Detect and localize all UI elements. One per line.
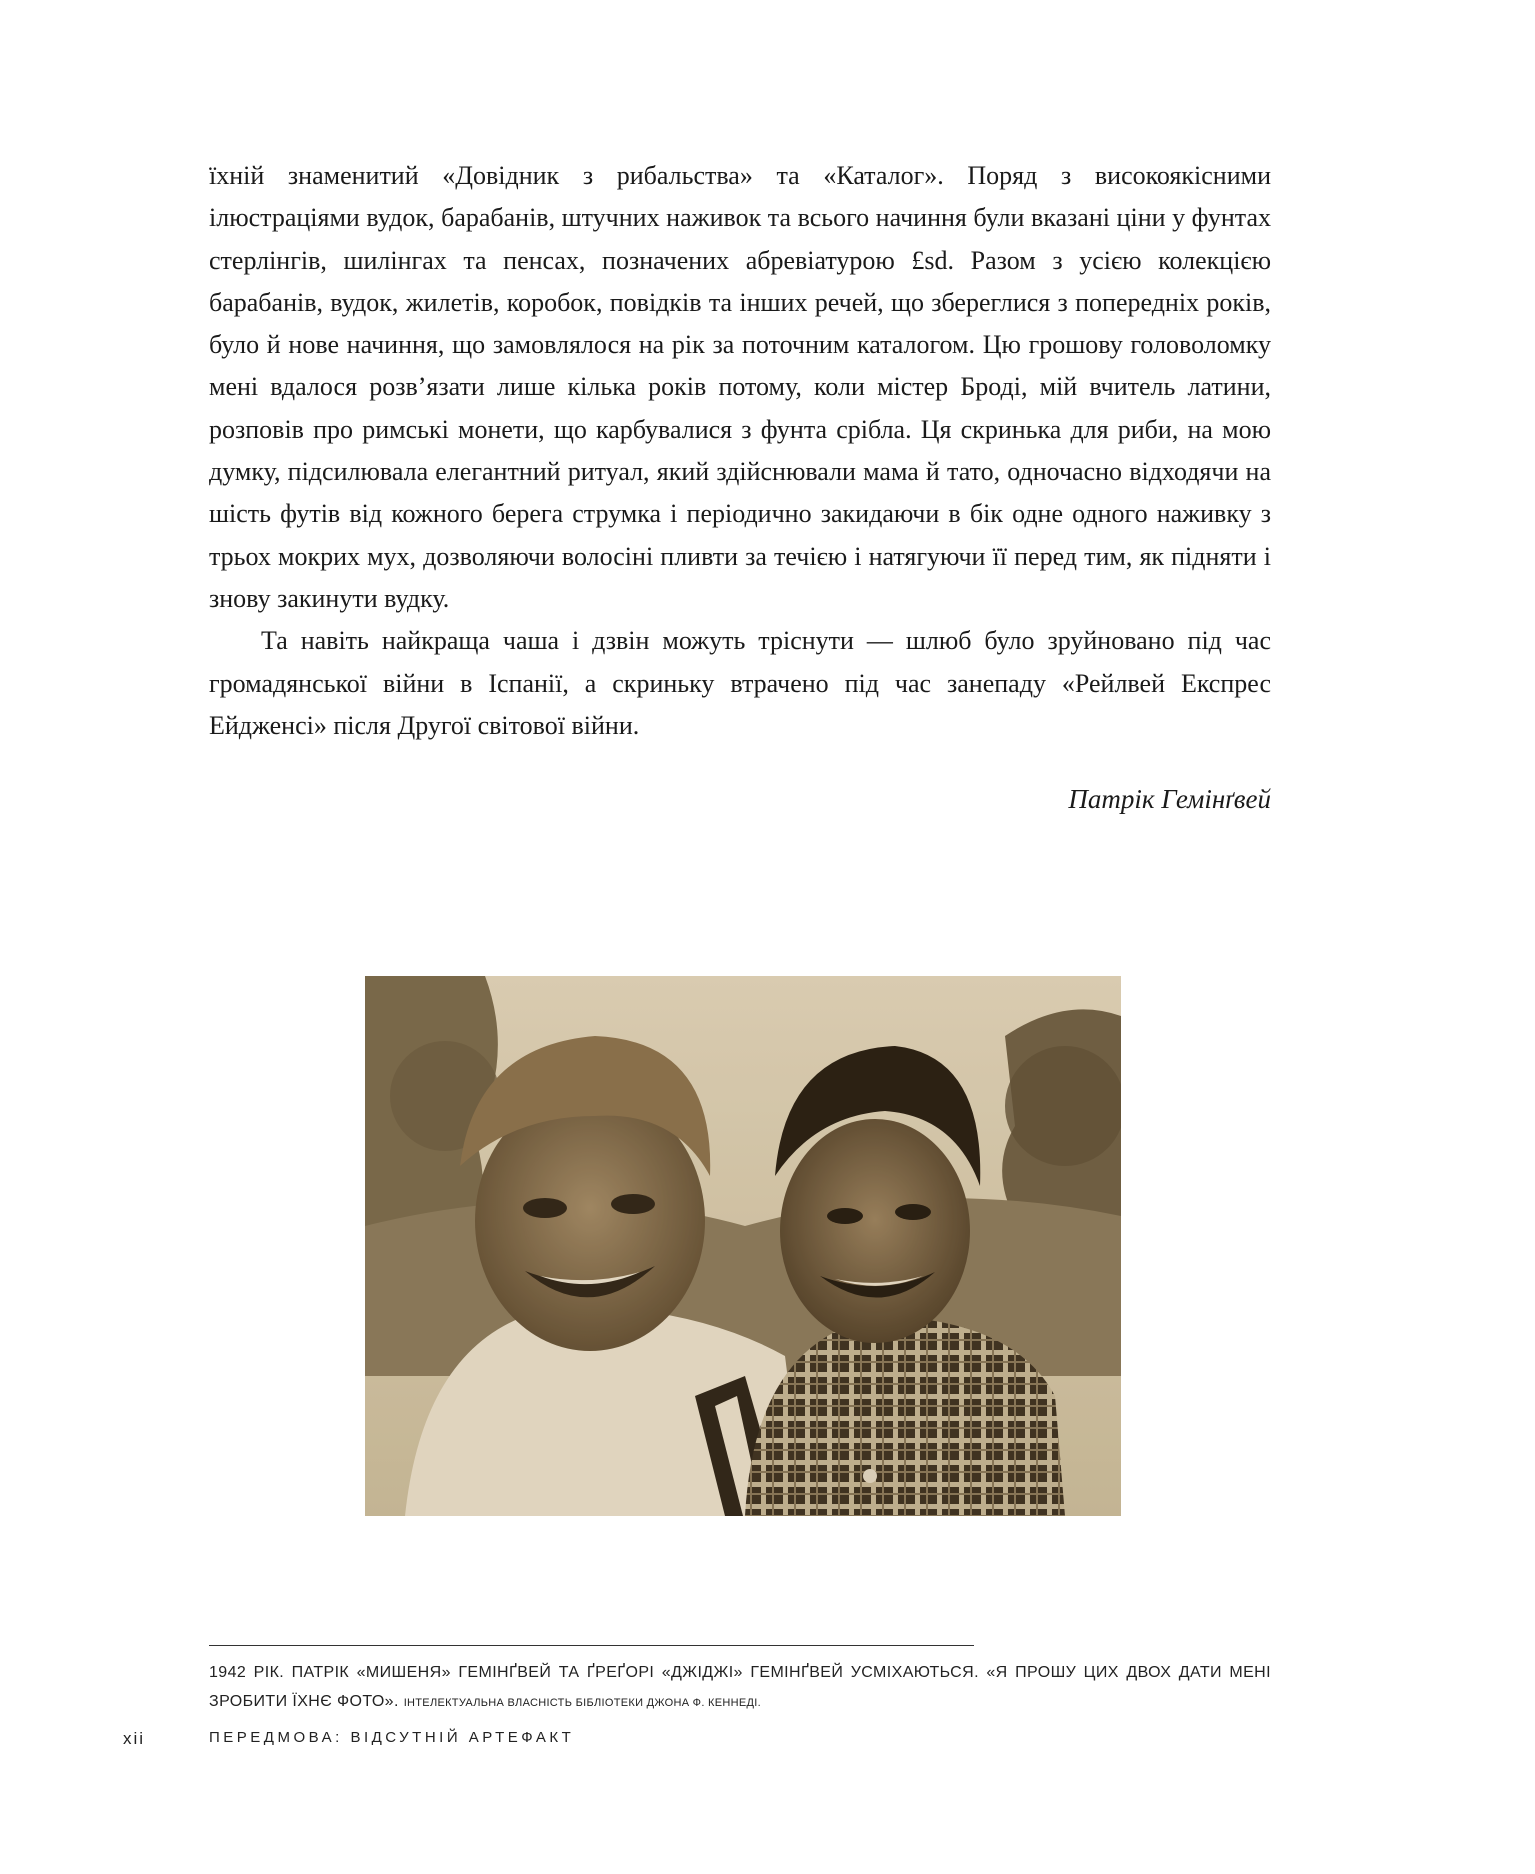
body-paragraph-1: їхній знаменитий «Довідник з рибальства» та «Каталог». Поряд з високоякісними ілюстраціями вудок, барабанів, штучних наживок та всього начиння були вказані ціни у фунтах стерлінгів, шилінгах та пенсах, позначених абревіатурою £sd. Разом з усією колекцією барабанів, вудок, жилетів, коробок, повідків та інших речей, що збереглися з попередніх років, було й нове начиння, що замовлялося на рік за поточним каталогом. Цю грошову головоломку мені вдалося розв’язати лише кілька років потому, коли містер Броді, мій вчитель латини, розповів про римські монети, що карбувалися з фунта срібла. Ця скринька для риби, на мою думку, підсилювала елегантний ритуал, який здійснювали мама й тато, одночасно відходячи на шість футів від кожного берега струмка і періодично закидаючи в бік одне одного наживку з трьох мокрих мух, дозволяючи волосіні пливти за течією і натягуючи її перед тим, як підняти і знову закинути вудку.	[209, 161, 1271, 613]
body-paragraph-2: Та навіть найкраща чаша і дзвін можуть тріснути — шлюб було зруйновано під час громадянської війни в Іспанії, а скриньку втрачено під час занепаду «Рейлвей Експрес Ейдженсі» після Другої світової війни.	[209, 626, 1271, 740]
photo-caption	[209, 1658, 1271, 1718]
caption-rule	[209, 1645, 974, 1646]
author-signature: Патрік Гемінґвей	[1068, 784, 1271, 814]
page-number: xii	[123, 1729, 146, 1748]
caption-credit: ІНТЕЛЕКТУАЛЬНА ВЛАСНІСТЬ БІБЛІОТЕКИ ДЖОНА Ф. КЕННЕДІ.	[403, 1697, 761, 1709]
photo-illustration	[365, 976, 1121, 1516]
body-text	[209, 155, 1271, 747]
running-title: ПЕРЕДМОВА: ВІДСУТНІЙ АРТЕФАКТ	[209, 1729, 575, 1746]
caption-text: 1942 РІК. ПАТРІК «МИШЕНЯ» ГЕМІНҐВЕЙ ТА ҐРЕҐОРІ «ДЖІДЖІ» ГЕМІНҐВЕЙ УСМІХАЮТЬСЯ. «Я ПРОШУ ЦИХ ДВОХ ДАТИ МЕНІ ЗРОБИТИ ЇХНЄ ФОТО».	[209, 1664, 1271, 1710]
photo-two-boys-smiling	[365, 976, 1121, 1516]
